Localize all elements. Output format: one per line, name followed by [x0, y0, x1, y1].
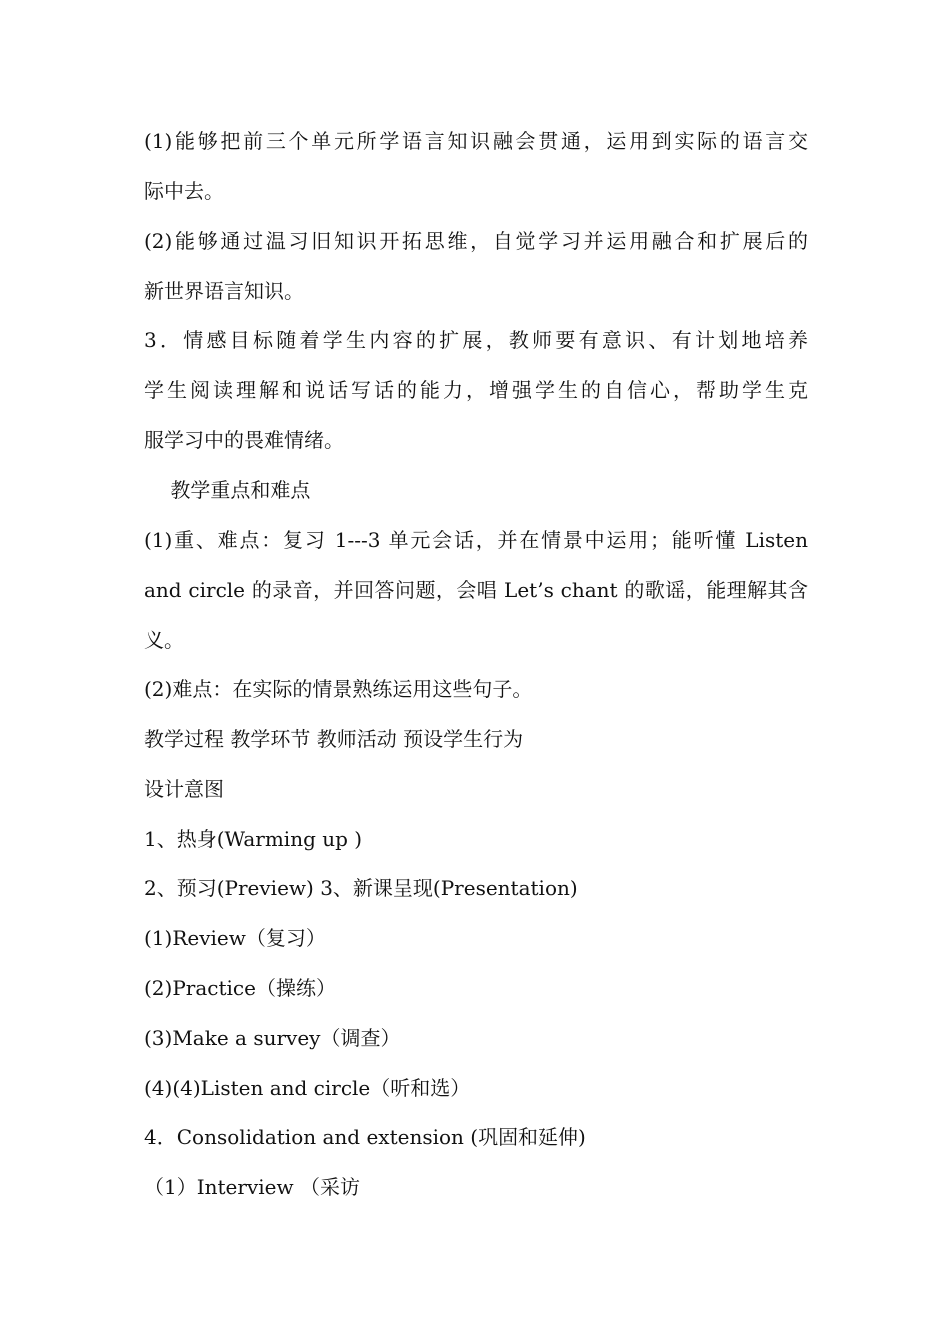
text-line: 教学过程 教学环节 教师活动 预设学生行为	[144, 727, 524, 751]
text-line: (3)Make a survey（调查）	[144, 1026, 401, 1050]
text-line: (2)能够通过温习旧知识开拓思维，自觉学习并运用融合和扩展后的	[144, 229, 808, 253]
text-line: (1)Review（复习）	[144, 926, 326, 950]
section-heading: 教学重点和难点	[144, 478, 311, 502]
text-line: (4)(4)Listen and circle（听和选）	[144, 1076, 471, 1100]
text-line: 1、热身(Warming up )	[144, 827, 363, 851]
text-line: (1)重、难点：复习 1---3 单元会话，并在情景中运用；能听懂 Listen	[144, 528, 808, 552]
text-line: 际中去。	[144, 179, 224, 203]
text-line: 服学习中的畏难情绪。	[144, 428, 344, 452]
text-line: 2、预习(Preview) 3、新课呈现(Presentation)	[144, 876, 578, 900]
text-line: 学生阅读理解和说话写话的能力，增强学生的自信心，帮助学生克	[144, 378, 808, 402]
text-line: 设计意图	[144, 777, 224, 801]
text-line: and circle 的录音，并回答问题，会唱 Let’s chant 的歌谣，能理解其含	[144, 578, 808, 602]
text-line: 3．情感目标随着学生内容的扩展，教师要有意识、有计划地培养	[144, 328, 808, 352]
text-line: 4．Consolidation and extension (巩固和延伸)	[144, 1125, 586, 1149]
text-line: 义。	[144, 628, 184, 652]
text-line: 新世界语言知识。	[144, 279, 304, 303]
text-line: (2)Practice（操练）	[144, 976, 336, 1000]
text-line: （1）Interview （采访	[144, 1175, 360, 1199]
text-line: (1)能够把前三个单元所学语言知识融会贯通，运用到实际的语言交	[144, 129, 808, 153]
text-line: (2)难点：在实际的情景熟练运用这些句子。	[144, 677, 533, 701]
